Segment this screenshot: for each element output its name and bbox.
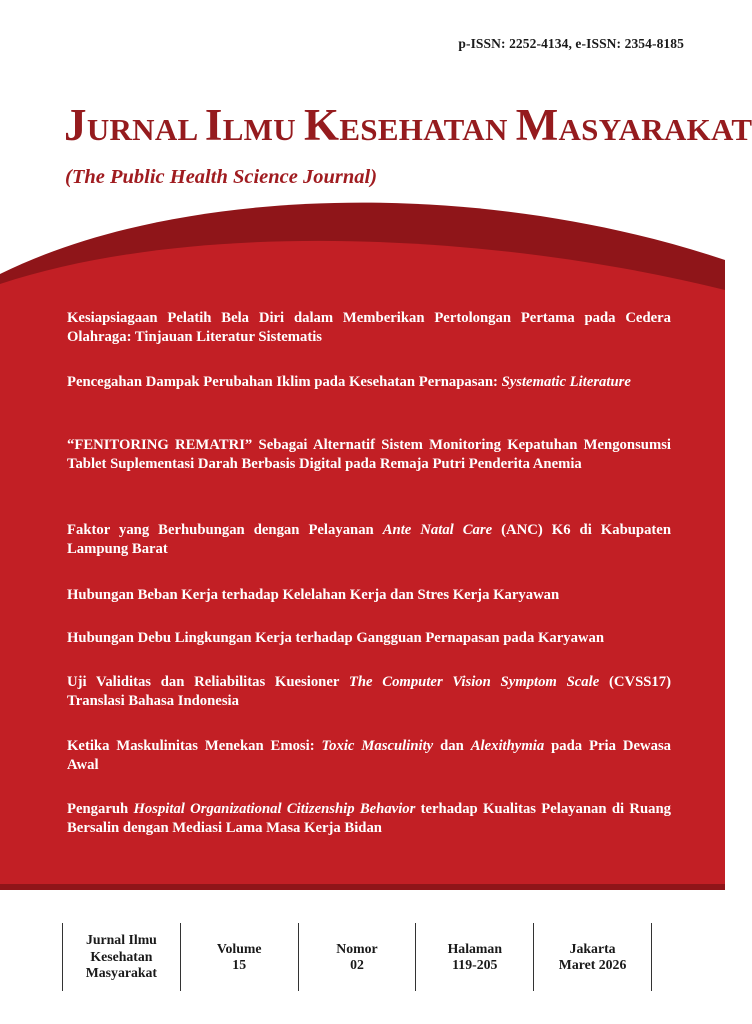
footer-volume: Volume 15 [180, 923, 298, 991]
article-title: “FENITORING REMATRI” Sebagai Alternatif Sistem Monitoring Kepatuhan Mengonsumsi Tablet Suplementasi Darah Berbasis Digital pada Remaja Putri Penderita Anemia [67, 437, 671, 472]
journal-subtitle: (The Public Health Science Journal) [65, 166, 378, 188]
article-title: Pencegahan Dampak Perubahan Iklim pada Kesehatan Pernapasan: Systematic Literature [67, 374, 631, 390]
footer-journal-name: Jurnal Ilmu Kesehatan Masyarakat [62, 923, 180, 991]
article-title: Ketika Maskulinitas Menekan Emosi: Toxic Masculinity dan Alexithymia pada Pria Dewasa Awal [67, 738, 672, 773]
footer-pages: Halaman 119-205 [415, 923, 533, 991]
footer-number: Nomor 02 [298, 923, 416, 991]
issue-info-footer [62, 923, 652, 991]
journal-title: JURNAL ILMU KESEHATAN MASYARAKAT [64, 100, 752, 150]
article-title: Kesiapsiagaan Pelatih Bela Diri dalam Memberikan Pertolongan Pertama pada Cedera Olahraga: Tinjauan Literatur Sistematis [67, 310, 671, 345]
footer-place-date: Jakarta Maret 2026 [533, 923, 652, 991]
issn-numbers: p-ISSN: 2252-4134, e-ISSN: 2354-8185 [458, 36, 684, 51]
article-title: Hubungan Debu Lingkungan Kerja terhadap Gangguan Pernapasan pada Karyawan [67, 630, 605, 646]
article-title: Pengaruh Hospital Organizational Citizenship Behavior terhadap Kualitas Pelayanan di Ruang Bersalin dengan Mediasi Lama Masa Kerja Bidan [67, 801, 671, 836]
article-title: Faktor yang Berhubungan dengan Pelayanan Ante Natal Care (ANC) K6 di Kabupaten Lampung Barat [67, 522, 671, 557]
article-title: Uji Validitas dan Reliabilitas Kuesioner The Computer Vision Symptom Scale (CVSS17) Translasi Bahasa Indonesia [67, 674, 671, 709]
article-title: Hubungan Beban Kerja terhadap Kelelahan Kerja dan Stres Kerja Karyawan [67, 587, 560, 603]
